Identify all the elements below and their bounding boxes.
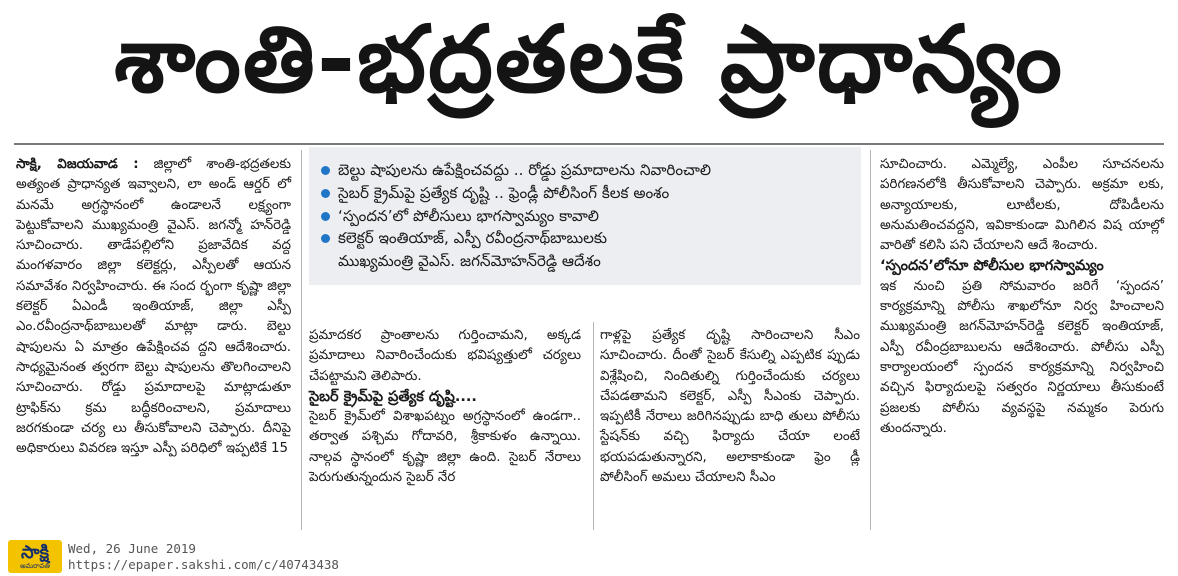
footer: [0, 537, 1178, 576]
highlights-box: [309, 147, 861, 285]
subheading-cyber-crime: సైబర్ క్రైమ్‌పై ప్రత్యేక దృష్టి....: [309, 388, 477, 405]
article-column-3: [600, 326, 860, 488]
headline: శాంతి-భద్రతలకే ప్రాధాన్యం: [114, 6, 1064, 113]
epaper-link[interactable]: https://epaper.sakshi.com/c/40743438: [68, 557, 339, 572]
bullet-icon: [321, 189, 330, 198]
col1-text: జిల్లాలో శాంతి-భద్రతలకు అత్యంత ప్రాధాన్యత ఇవ్వాలని, లా అండ్ ఆర్డర్ లో మనమే అగ్రస్థానంలో ఉండాలనే లక్ష్యంగా పెట్టుకోవాలని ముఖ్యమంత్రి వైఎస్. జగన్మో హన్‌రెడ్డి సూచించారు. తాడేపల్లిలోని ప్రజావేదిక వద్ద మంగళవారం జిల్లా కలెక్టర్లు, ఎస్పీలతో ఆయన సమావేశం నిర్వహించారు. ఈ సంద ర్భంగా కృష్ణా జిల్లా కలెక్టర్ ఏఎండీ ఇంతియాజ్, జిల్లా ఎస్పీ ఎం.రవీంద్రనాథ్‌బాబులతో మాట్లా డారు. బెల్టు షాపులను ఏ మాత్రం ఉపేక్షించవ ద్దని ఆదేశించారు. సాధ్యమైనంత త్వరగా బెల్టు షాపులను తొలగించాలని సూచించారు. రోడ్డు ప్రమాదాలపై మాట్లాడుతూ ట్రాఫిక్‌ను క్రమ బద్ధీకరించాలని, ప్రమాదాలు జరగకుండా చర్య లు తీసుకోవాలని చెప్పారు. దీనిపై అధికారులు వివరణ ఇస్తూ ఎస్పీ పరిధిలో ఇప్పటికే 15: [16, 157, 291, 457]
logo-word: సాక్షి: [21, 541, 49, 563]
bullet-icon: [321, 234, 330, 243]
highlight-text: కలెక్టర్ ఇంతియాజ్, ఎస్పీ రవీంద్రనాథ్‌బాబులకు: [338, 229, 608, 248]
logo-edition: అమరావతి: [20, 561, 50, 570]
highlight-item-continued: [321, 250, 861, 273]
column-divider: [870, 150, 871, 530]
highlight-text: బెల్టు షాపులను ఉపేక్షించవద్దు .. రోడ్డు ప్రమాదాలను నివారించాలి: [338, 161, 712, 179]
article-column-1: [16, 155, 291, 459]
publication-date: Wed, 26 June 2019: [68, 541, 196, 556]
highlight-item: [321, 159, 861, 182]
article-column-4: [880, 155, 1164, 439]
bullet-icon: [321, 212, 330, 221]
highlight-item: [321, 205, 861, 228]
article-column-2: [309, 326, 581, 488]
dateline: సాక్షి, విజయవాడ :: [16, 157, 139, 172]
col4-text-2: ఇక నుంచి ప్రతి సోమవారం జరిగే ‘స్పందన’ కార్యక్రమాన్ని పోలీసు శాఖలోనూ నిర్వ హించాలని ముఖ్యమంత్రి జగన్‌మోహన్‌రెడ్డి కలెక్టర్ ఇంతియాజ్, ఎస్పీ రవీంద్రబాబులను ఆదేశించారు. పోలీసు ఎస్పీ కార్యాలయంలో స్పందన కార్యక్రమాన్ని నిర్వహించి వచ్చిన ఫిర్యాదులపై సత్వరం నిర్ణయాలు తీసుకుంటే ప్రజలకు పోలీసు వ్యవస్థపై నమ్మకం పెరుగు తుందన్నారు.: [880, 278, 1164, 436]
subheading-spandana: ‘స్పందన’లోనూ పోలీసుల భాగస్వామ్యం: [880, 258, 1104, 275]
column-divider: [301, 150, 302, 530]
sakshi-logo: [8, 540, 62, 573]
highlight-text: ‘స్పందన’లో పోలీసులు భాగస్వామ్యం కావాలి: [338, 206, 599, 225]
highlight-text: సైబర్ క్రైమ్‌పై ప్రత్యేక దృష్టి .. ఫ్రెండ్లీ పోలీసింగ్ కీలక అంశం: [338, 183, 670, 202]
headline-rule: [14, 143, 1164, 145]
column-divider: [593, 322, 594, 530]
bullet-icon: [321, 166, 330, 175]
col4-text-1: సూచించారు. ఎమ్మెల్యే, ఎంపీల సూచనలను పరిగణనలోకి తీసుకోవాలని చెప్పారు. అక్రమా లకు, అన్యాయాలకు, లూటీలకు, దోపిడీలను అనుమతించవద్దని, ఇవికాకుండా మిగిలిన విష యాల్లో వారితో కలిసి పని చేయాలని ఆదే శించారు.: [880, 157, 1164, 254]
col2-text-2: సైబర్ క్రైమ్‌లో విశాఖపట్నం అగ్రస్థానంలో ఉండగా.. తర్వాత పశ్చిమ గోదావరి, శ్రీకాకుళం ఉన్నాయి. నాల్గవ స్థానంలో కృష్ణా జిల్లా ఉంది. సైబర్ నేరాలు పెరుగుతున్నందున సైబర్ నేర: [309, 409, 581, 486]
col3-text: గాళ్లపై ప్రత్యేక దృష్టి సారించాలని సీఎం సూచించారు. దీంతో సైబర్ కేసుల్ని ఎప్పటిక ప్పుడు విశ్లేషించి, నిందితుల్ని గుర్తించేందుకు చర్యలు చేపడతామని కలెక్టర్, ఎస్పీ సీఎంకు చెప్పారు. ఇప్పటికీ నేరాలు జరిగినప్పుడు బాధి తులు పోలీసు స్టేషన్‌కు వచ్చి ఫిర్యాదు చేయా లంటే భయపడుతున్నారని, అలాకాకుండా ఫ్రెం డ్లీ పోలీసింగ్ అమలు చేయాలని సీఎం: [600, 328, 860, 486]
highlight-text: ముఖ్యమంత్రి వైఎస్. జగన్‌మోహన్‌రెడ్డి ఆదేశం: [338, 252, 601, 271]
highlight-item: [321, 182, 861, 205]
highlight-item: [321, 227, 861, 250]
col2-text-1: ప్రమాదకర ప్రాంతాలను గుర్తించామని, అక్కడ ప్రమాదాలు నివారించేందుకు భవిష్యత్తులో చర్యలు చేపట్టామని తెలిపారు.: [309, 328, 581, 384]
